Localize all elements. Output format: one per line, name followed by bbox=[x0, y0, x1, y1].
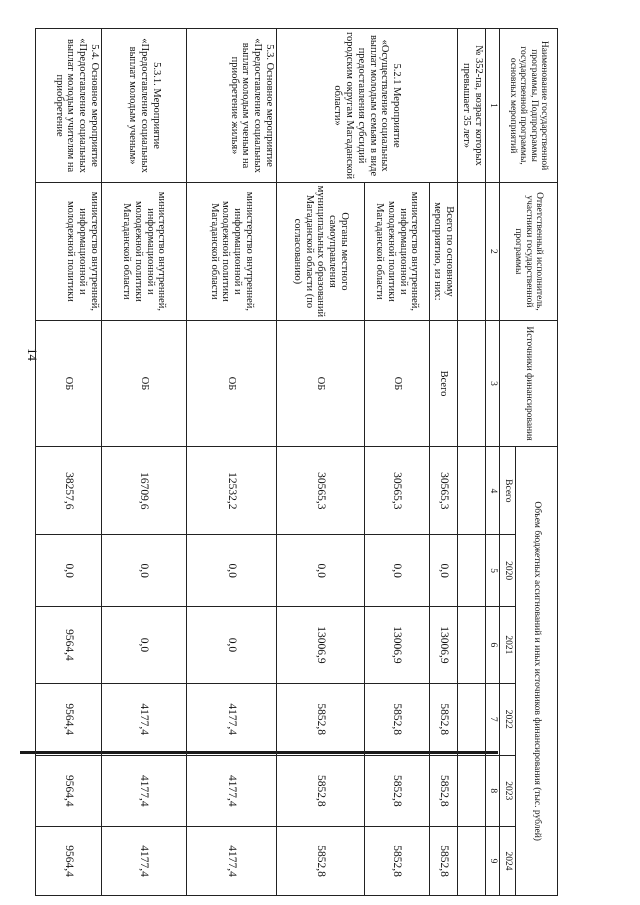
row-2021: 13006,9 bbox=[277, 606, 365, 683]
row-2021: 13006,9 bbox=[365, 606, 430, 683]
row-2024 bbox=[458, 827, 486, 896]
row-2023 bbox=[458, 755, 486, 827]
header-year-2021: 2021 bbox=[500, 606, 516, 683]
header-year-2022: 2022 bbox=[500, 683, 516, 755]
row-2021: 13006,9 bbox=[430, 606, 458, 683]
row-2022: 4177,4 bbox=[102, 683, 187, 755]
row-2021 bbox=[458, 606, 486, 683]
row-total: 38257,6 bbox=[36, 447, 102, 535]
row-executor: Органы местного самоуправления муниципальных образований Магаданской области (по согласованию) bbox=[277, 183, 365, 321]
funding-table bbox=[35, 28, 558, 896]
row-2022: 5852,8 bbox=[430, 683, 458, 755]
row-2023: 5852,8 bbox=[430, 755, 458, 827]
row-total: 16709,6 bbox=[102, 447, 187, 535]
row-source: ОБ bbox=[102, 320, 187, 447]
row-name: № 352-па, возраст которых превышает 35 лет» bbox=[458, 29, 486, 183]
row-2020: 0,0 bbox=[277, 535, 365, 607]
row-source bbox=[458, 320, 486, 447]
header-executor: Ответственный исполнитель, участники государственной программы bbox=[500, 183, 558, 321]
table-row bbox=[36, 29, 102, 896]
col-number: 7 bbox=[486, 683, 500, 755]
col-number: 5 bbox=[486, 535, 500, 607]
row-2022: 4177,4 bbox=[187, 683, 277, 755]
header-source: Источники финансирования bbox=[500, 320, 558, 447]
header-total: Всего bbox=[500, 447, 516, 535]
row-2024: 5852,8 bbox=[365, 827, 430, 896]
row-source: ОБ bbox=[187, 320, 277, 447]
row-total: 12532,2 bbox=[187, 447, 277, 535]
row-executor: министерство внутренней, информационной и молодежной политики Магаданской области bbox=[187, 183, 277, 321]
table-row bbox=[430, 29, 458, 896]
row-source: Всего bbox=[430, 320, 458, 447]
row-2023: 5852,8 bbox=[365, 755, 430, 827]
col-number: 6 bbox=[486, 606, 500, 683]
row-name: 5.2.1 Мероприятие «Осуществление социальных выплат молодым семьям в виде предоставления субсидий городским округам Магаданской области» bbox=[277, 29, 458, 183]
row-2022 bbox=[458, 683, 486, 755]
row-name: 5.3. Основное мероприятие «Предоставление социальных выплат молодым ученым на приобретение жилья» bbox=[187, 29, 277, 183]
table-row bbox=[102, 29, 187, 896]
row-2023: 9564,4 bbox=[36, 755, 102, 827]
row-2021: 0,0 bbox=[102, 606, 187, 683]
row-2020: 0,0 bbox=[187, 535, 277, 607]
row-2024: 5852,8 bbox=[430, 827, 458, 896]
row-2020: 0,0 bbox=[102, 535, 187, 607]
table-row bbox=[458, 29, 486, 896]
col-number: 2 bbox=[486, 183, 500, 321]
row-2024: 5852,8 bbox=[277, 827, 365, 896]
row-2022: 9564,4 bbox=[36, 683, 102, 755]
col-number: 1 bbox=[486, 29, 500, 183]
col-number: 9 bbox=[486, 827, 500, 896]
row-executor: министерство внутренней, информационной и молодежной политики Магаданской области bbox=[102, 183, 187, 321]
row-2022: 5852,8 bbox=[277, 683, 365, 755]
row-2021: 0,0 bbox=[187, 606, 277, 683]
row-2024: 9564,4 bbox=[36, 827, 102, 896]
row-2022: 5852,8 bbox=[365, 683, 430, 755]
rotated-table-container bbox=[48, 28, 558, 896]
row-2020: 0,0 bbox=[430, 535, 458, 607]
row-2020 bbox=[458, 535, 486, 607]
header-year-2024: 2024 bbox=[500, 827, 516, 896]
page-number: 14 bbox=[25, 348, 40, 361]
row-2024: 4177,4 bbox=[102, 827, 187, 896]
row-total: 30565,3 bbox=[365, 447, 430, 535]
row-2023: 5852,8 bbox=[277, 755, 365, 827]
row-2020: 0,0 bbox=[365, 535, 430, 607]
col-number: 8 bbox=[486, 755, 500, 827]
header-year-2020: 2020 bbox=[500, 535, 516, 607]
header-year-2023: 2023 bbox=[500, 755, 516, 827]
row-source: ОБ bbox=[36, 320, 102, 447]
row-2020: 0,0 bbox=[36, 535, 102, 607]
row-total bbox=[458, 447, 486, 535]
header-funding-group: Объем бюджетных ассигнований и иных источников финансирования (тыс. рублей) bbox=[516, 447, 558, 896]
row-name: 5.4. Основное мероприятие «Предоставление социальных выплат молодым учителям на приобретение bbox=[36, 29, 102, 183]
col-number: 4 bbox=[486, 447, 500, 535]
col-number: 3 bbox=[486, 320, 500, 447]
table-row bbox=[187, 29, 277, 896]
row-total: 30565,3 bbox=[430, 447, 458, 535]
row-2021: 9564,4 bbox=[36, 606, 102, 683]
header-program-name: Наименование государственной программы, Подпрограммы государственной программы, основных мероприятий bbox=[500, 29, 558, 183]
row-source: ОБ bbox=[277, 320, 365, 447]
row-total: 30565,3 bbox=[277, 447, 365, 535]
row-executor: министерство внутренней, информационной и молодежной политики Магаданской области bbox=[365, 183, 430, 321]
row-executor: министерство внутренней, информационной и молодежной политики bbox=[36, 183, 102, 321]
row-name: 5.3.1. Мероприятие «Предоставление социальных выплат молодым ученым» bbox=[102, 29, 187, 183]
row-source: ОБ bbox=[365, 320, 430, 447]
row-executor: Всего по основному мероприятию, из них: bbox=[430, 183, 458, 321]
row-2023: 4177,4 bbox=[102, 755, 187, 827]
row-executor bbox=[458, 183, 486, 321]
column-number-row bbox=[486, 29, 500, 896]
row-2024: 4177,4 bbox=[187, 827, 277, 896]
row-2023: 4177,4 bbox=[187, 755, 277, 827]
